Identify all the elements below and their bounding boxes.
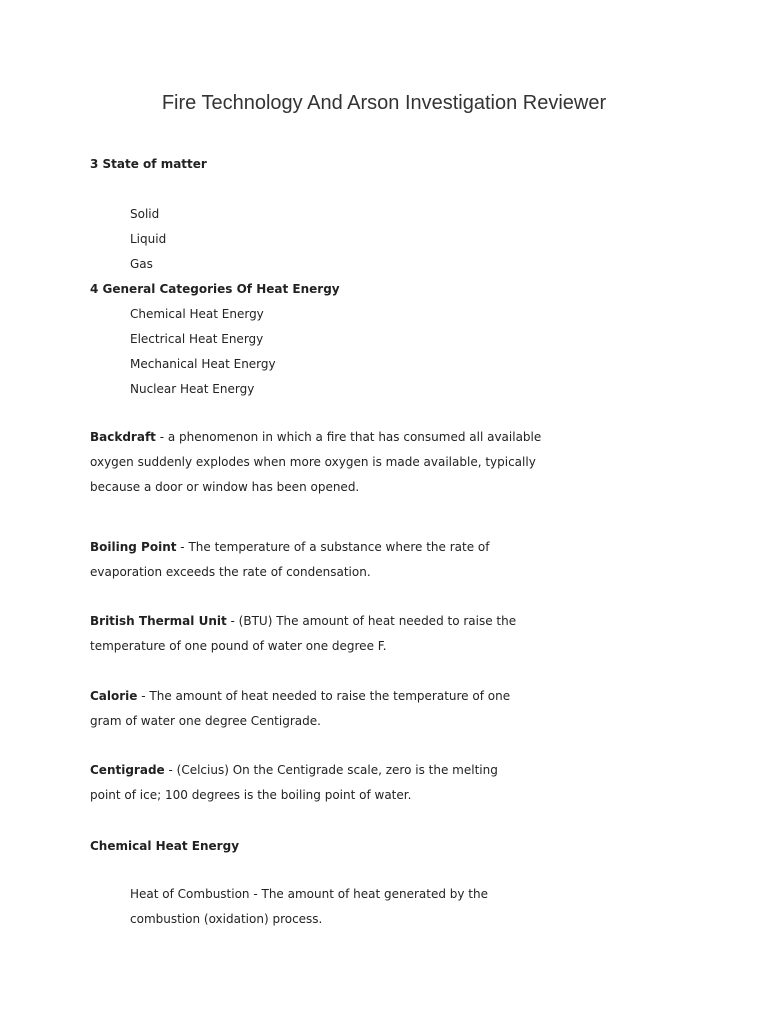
- chemical-heat-energy-heading: Chemical Heat Energy: [90, 839, 240, 853]
- definition-calorie: [90, 684, 530, 734]
- definition-backdraft: [90, 425, 542, 500]
- definition-line: temperature of one pound of water one degree F.: [90, 639, 387, 653]
- definition-boiling-point: [90, 535, 530, 585]
- definition-text: - (Celcius) On the Centigrade scale, zero is the melting: [164, 763, 498, 777]
- document-title: Fire Technology And Arson Investigation Reviewer: [161, 92, 607, 114]
- states-of-matter-heading: 3 State of matter: [90, 157, 207, 171]
- state-item-solid: Solid: [130, 207, 160, 221]
- state-item-liquid: Liquid: [130, 232, 167, 246]
- definition-line: evaporation exceeds the rate of condensation.: [90, 565, 371, 579]
- definition-term: Boiling Point: [90, 540, 177, 554]
- definition-term: Calorie: [90, 689, 138, 703]
- definition-line: [90, 535, 530, 560]
- definition-centigrade: [90, 758, 530, 808]
- definition-heat-of-combustion: [130, 882, 530, 932]
- heat-categories-heading: 4 General Categories Of Heat Energy: [90, 282, 340, 296]
- heat-category-electrical: Electrical Heat Energy: [130, 332, 264, 346]
- definition-line: oxygen suddenly explodes when more oxygen is made available, typically: [90, 455, 536, 469]
- definition-text: - a phenomenon in which a fire that has consumed all available: [155, 430, 542, 444]
- definition-line: [90, 684, 530, 709]
- definition-text: - The amount of heat needed to raise the temperature of one: [137, 689, 511, 703]
- definition-term: Backdraft: [90, 430, 156, 444]
- heat-category-nuclear: Nuclear Heat Energy: [130, 382, 255, 396]
- definition-line: [90, 758, 530, 783]
- definition-line: point of ice; 100 degrees is the boiling point of water.: [90, 788, 412, 802]
- heat-category-chemical: Chemical Heat Energy: [130, 307, 264, 321]
- definition-line: [90, 609, 530, 634]
- definition-term: Centigrade: [90, 763, 165, 777]
- definition-line: [90, 425, 542, 450]
- definition-term: British Thermal Unit: [90, 614, 227, 628]
- definition-line: combustion (oxidation) process.: [130, 912, 323, 926]
- definition-line: because a door or window has been opened.: [90, 480, 360, 494]
- definition-text: - (BTU) The amount of heat needed to raise the: [226, 614, 517, 628]
- state-item-gas: Gas: [130, 257, 153, 271]
- definition-line: Heat of Combustion - The amount of heat generated by the: [130, 887, 489, 901]
- heat-category-mechanical: Mechanical Heat Energy: [130, 357, 276, 371]
- definition-text: - The temperature of a substance where the rate of: [176, 540, 490, 554]
- definition-british-thermal-unit: [90, 609, 530, 659]
- definition-line: gram of water one degree Centigrade.: [90, 714, 321, 728]
